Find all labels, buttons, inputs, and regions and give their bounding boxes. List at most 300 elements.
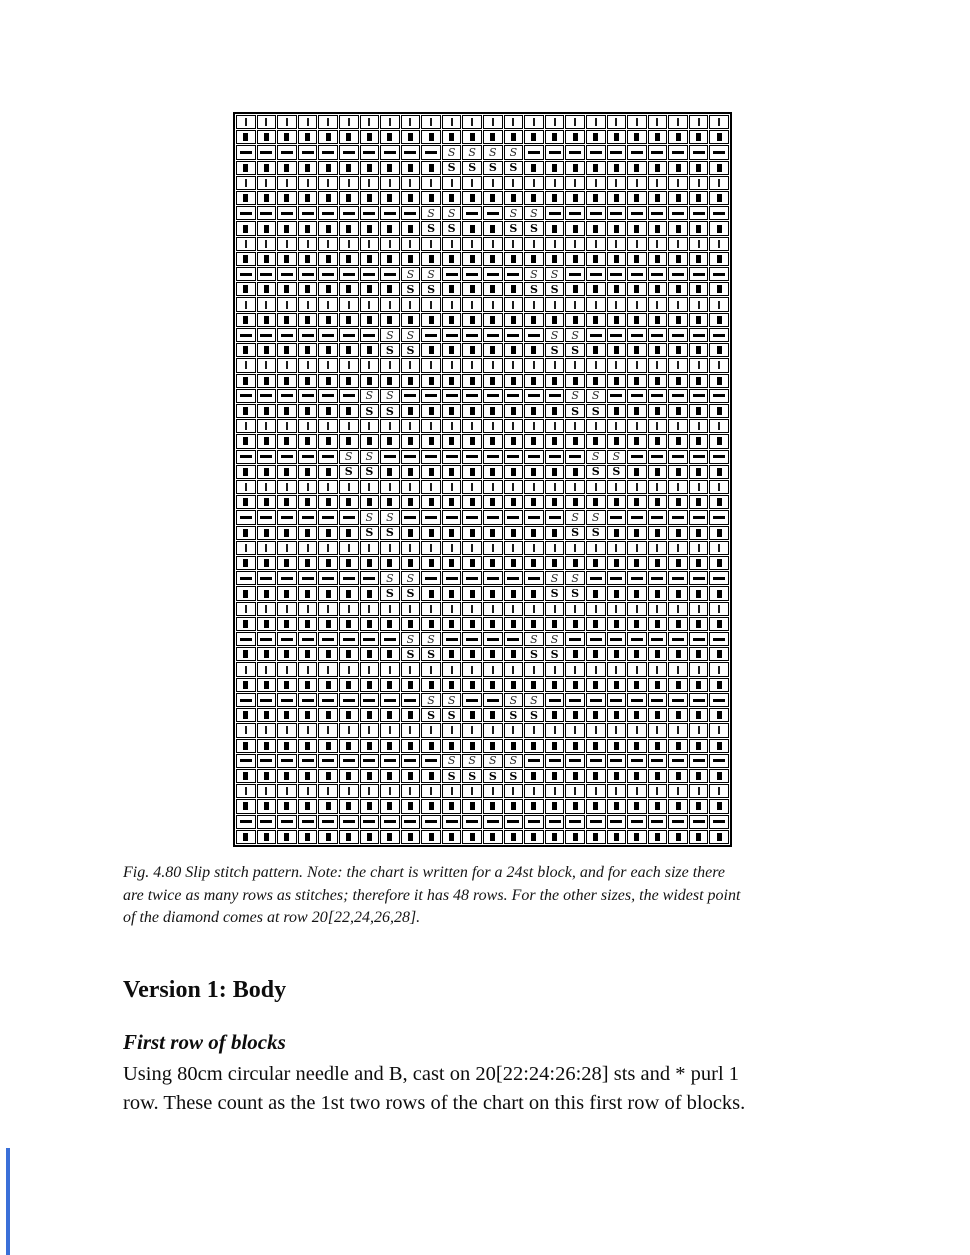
chart-cell — [545, 571, 565, 585]
chart-cell — [277, 313, 297, 327]
chart-cell — [565, 176, 585, 190]
slip-stitch-bold-icon: S — [468, 161, 477, 175]
knit-stitch-thin-icon — [245, 422, 247, 430]
knit-stitch-thin-icon — [595, 787, 597, 795]
chart-cell — [236, 328, 256, 342]
purl-dash-icon — [651, 516, 663, 519]
knit-stitch-thin-icon — [718, 483, 720, 491]
knit-stitch-bold-icon — [634, 711, 639, 719]
chart-cell — [236, 434, 256, 448]
chart-cell — [483, 617, 503, 631]
chart-cell — [545, 556, 565, 570]
chart-cell — [586, 571, 606, 585]
knit-stitch-thin-icon — [307, 301, 309, 309]
chart-cell — [318, 556, 338, 570]
knit-stitch-bold-icon — [531, 133, 536, 141]
chart-cell — [689, 480, 709, 494]
chart-cell — [524, 130, 544, 144]
purl-dash-icon — [343, 577, 355, 580]
knit-stitch-bold-icon — [614, 407, 619, 415]
knit-stitch-thin-icon — [409, 361, 411, 369]
knit-stitch-bold-icon — [614, 590, 619, 598]
knit-stitch-thin-icon — [718, 361, 720, 369]
purl-dash-icon — [631, 638, 643, 641]
purl-dash-icon — [322, 759, 334, 762]
chart-cell — [668, 343, 688, 357]
chart-cell — [607, 754, 627, 768]
chart-cell — [401, 115, 421, 129]
purl-dash-icon — [610, 334, 622, 337]
knit-stitch-thin-icon — [533, 118, 535, 126]
chart-cell — [236, 830, 256, 844]
chart-cell — [421, 191, 441, 205]
chart-cell — [298, 815, 318, 829]
knit-stitch-bold-icon — [614, 559, 619, 567]
knit-stitch-bold-icon — [264, 377, 269, 385]
chart-cell — [689, 115, 709, 129]
chart-cell — [257, 480, 277, 494]
knit-stitch-thin-icon — [636, 422, 638, 430]
purl-dash-icon — [651, 455, 663, 458]
knit-stitch-bold-icon — [367, 346, 372, 354]
chart-cell — [648, 176, 668, 190]
knit-stitch-bold-icon — [305, 529, 310, 537]
knit-stitch-bold-icon — [243, 468, 248, 476]
chart-cell — [483, 739, 503, 753]
chart-cell — [668, 191, 688, 205]
chart-cell — [236, 754, 256, 768]
chart-cell — [339, 647, 359, 661]
chart-cell — [524, 237, 544, 251]
chart-cell — [298, 267, 318, 281]
chart-cell — [483, 115, 503, 129]
knit-stitch-bold-icon — [449, 377, 454, 385]
knit-stitch-thin-icon — [718, 118, 720, 126]
knit-stitch-bold-icon — [573, 377, 578, 385]
chart-cell — [257, 237, 277, 251]
knit-stitch-bold-icon — [490, 711, 495, 719]
knit-stitch-bold-icon — [490, 650, 495, 658]
chart-cell — [504, 541, 524, 555]
knit-stitch-bold-icon — [490, 255, 495, 263]
knit-stitch-bold-icon — [655, 133, 660, 141]
chart-cell — [689, 267, 709, 281]
chart-cell — [360, 632, 380, 646]
purl-dash-icon — [713, 394, 725, 397]
slip-stitch-bold-icon: S — [550, 587, 559, 601]
knit-stitch-thin-icon — [595, 726, 597, 734]
chart-cell — [339, 769, 359, 783]
chart-cell — [689, 723, 709, 737]
knit-stitch-bold-icon — [305, 620, 310, 628]
purl-dash-icon — [693, 638, 705, 641]
knit-stitch-bold-icon — [511, 346, 516, 354]
knit-stitch-bold-icon — [655, 681, 660, 689]
knit-stitch-thin-icon — [348, 666, 350, 674]
purl-dash-icon — [425, 759, 437, 762]
knit-stitch-bold-icon — [408, 437, 413, 445]
purl-dash-icon — [610, 759, 622, 762]
purl-dash-icon — [693, 759, 705, 762]
chart-cell — [627, 115, 647, 129]
chart-cell — [668, 799, 688, 813]
chart-cell — [709, 404, 729, 418]
chart-cell — [339, 191, 359, 205]
chart-cell — [277, 161, 297, 175]
chart-cell — [483, 708, 503, 722]
chart-cell — [565, 510, 585, 524]
knit-stitch-bold-icon — [696, 194, 701, 202]
chart-cell — [648, 602, 668, 616]
purl-dash-icon — [466, 638, 478, 641]
chart-cell — [442, 662, 462, 676]
chart-cell — [360, 297, 380, 311]
chart-cell — [483, 647, 503, 661]
chart-cell — [421, 465, 441, 479]
knit-stitch-bold-icon — [717, 833, 722, 841]
chart-cell — [421, 693, 441, 707]
knit-stitch-bold-icon — [305, 407, 310, 415]
chart-cell — [236, 708, 256, 722]
chart-cell — [668, 252, 688, 266]
knit-stitch-bold-icon — [470, 194, 475, 202]
knit-stitch-bold-icon — [429, 498, 434, 506]
chart-cell — [277, 510, 297, 524]
knit-stitch-bold-icon — [696, 377, 701, 385]
chart-cell — [586, 632, 606, 646]
chart-cell — [545, 541, 565, 555]
chart-cell — [339, 404, 359, 418]
chart-cell — [257, 297, 277, 311]
purl-dash-icon — [487, 212, 499, 215]
knit-stitch-thin-icon — [492, 483, 494, 491]
knit-stitch-bold-icon — [593, 164, 598, 172]
chart-cell — [442, 830, 462, 844]
knit-stitch-bold-icon — [264, 437, 269, 445]
knit-stitch-bold-icon — [408, 164, 413, 172]
purl-dash-icon — [487, 273, 499, 276]
knit-stitch-thin-icon — [677, 118, 679, 126]
knit-stitch-thin-icon — [492, 605, 494, 613]
chart-cell — [483, 191, 503, 205]
purl-dash-icon — [528, 516, 540, 519]
knit-stitch-thin-icon — [574, 422, 576, 430]
chart-cell — [442, 404, 462, 418]
chart-cell — [627, 221, 647, 235]
chart-cell — [462, 678, 482, 692]
knit-stitch-bold-icon — [284, 742, 289, 750]
chart-cell — [565, 662, 585, 676]
chart-cell — [545, 343, 565, 357]
chart-cell — [689, 495, 709, 509]
knit-stitch-thin-icon — [677, 666, 679, 674]
chart-cell — [277, 358, 297, 372]
knit-stitch-thin-icon — [636, 179, 638, 187]
chart-cell — [565, 602, 585, 616]
knit-stitch-bold-icon — [305, 437, 310, 445]
knit-stitch-bold-icon — [614, 377, 619, 385]
knit-stitch-bold-icon — [243, 377, 248, 385]
chart-cell — [298, 784, 318, 798]
knit-stitch-thin-icon — [533, 544, 535, 552]
chart-cell — [565, 769, 585, 783]
knit-stitch-bold-icon — [470, 559, 475, 567]
chart-cell — [360, 662, 380, 676]
knit-stitch-bold-icon — [387, 498, 392, 506]
knit-stitch-bold-icon — [470, 468, 475, 476]
chart-cell — [298, 221, 318, 235]
chart-cell — [709, 693, 729, 707]
purl-dash-icon — [322, 151, 334, 154]
chart-cell — [709, 282, 729, 296]
chart-cell — [607, 784, 627, 798]
knit-stitch-bold-icon — [573, 468, 578, 476]
purl-dash-icon — [363, 212, 375, 215]
purl-dash-icon — [549, 516, 561, 519]
chart-cell — [627, 602, 647, 616]
chart-cell — [442, 328, 462, 342]
knit-stitch-thin-icon — [656, 483, 658, 491]
knit-stitch-thin-icon — [656, 179, 658, 187]
knit-stitch-bold-icon — [264, 498, 269, 506]
chart-cell — [442, 115, 462, 129]
purl-dash-icon — [425, 577, 437, 580]
chart-cell — [504, 739, 524, 753]
knit-stitch-bold-icon — [490, 498, 495, 506]
knit-stitch-bold-icon — [326, 316, 331, 324]
chart-cell — [462, 237, 482, 251]
chart-cell — [277, 617, 297, 631]
chart-cell — [236, 389, 256, 403]
chart-cell — [442, 586, 462, 600]
chart-cell — [648, 145, 668, 159]
knit-stitch-thin-icon — [471, 726, 473, 734]
purl-dash-icon — [425, 455, 437, 458]
knit-stitch-bold-icon — [284, 255, 289, 263]
purl-dash-icon — [281, 334, 293, 337]
chart-cell — [545, 830, 565, 844]
chart-cell — [380, 754, 400, 768]
chart-cell — [339, 632, 359, 646]
knit-stitch-bold-icon — [429, 529, 434, 537]
knit-stitch-bold-icon — [717, 590, 722, 598]
knit-stitch-thin-icon — [265, 118, 267, 126]
chart-cell — [401, 389, 421, 403]
chart-cell — [442, 358, 462, 372]
knit-stitch-thin-icon — [698, 361, 700, 369]
knit-stitch-bold-icon — [429, 833, 434, 841]
knit-stitch-bold-icon — [305, 559, 310, 567]
chart-cell — [586, 830, 606, 844]
chart-cell — [380, 389, 400, 403]
knit-stitch-thin-icon — [245, 544, 247, 552]
chart-cell — [380, 358, 400, 372]
chart-cell — [709, 769, 729, 783]
chart-cell — [709, 145, 729, 159]
chart-cell — [524, 115, 544, 129]
chart-cell — [545, 358, 565, 372]
chart-cell — [236, 495, 256, 509]
knit-stitch-bold-icon — [387, 802, 392, 810]
knit-stitch-thin-icon — [677, 422, 679, 430]
chart-cell — [709, 419, 729, 433]
knit-stitch-thin-icon — [409, 544, 411, 552]
purl-dash-icon — [487, 455, 499, 458]
knit-stitch-bold-icon — [346, 772, 351, 780]
knit-stitch-bold-icon — [676, 802, 681, 810]
knit-stitch-thin-icon — [451, 726, 453, 734]
chart-cell — [504, 145, 524, 159]
chart-cell — [607, 419, 627, 433]
chart-cell — [607, 450, 627, 464]
knit-stitch-bold-icon — [696, 529, 701, 537]
knit-stitch-bold-icon — [387, 437, 392, 445]
knit-stitch-thin-icon — [615, 605, 617, 613]
knit-stitch-bold-icon — [552, 559, 557, 567]
chart-cell — [668, 571, 688, 585]
chart-cell — [421, 145, 441, 159]
chart-cell — [648, 161, 668, 175]
chart-cell — [236, 313, 256, 327]
knit-stitch-thin-icon — [471, 787, 473, 795]
knit-stitch-thin-icon — [574, 483, 576, 491]
chart-cell — [298, 632, 318, 646]
chart-cell — [524, 465, 544, 479]
chart-cell — [421, 434, 441, 448]
knit-stitch-thin-icon — [286, 422, 288, 430]
knit-stitch-thin-icon — [677, 301, 679, 309]
knit-stitch-bold-icon — [634, 225, 639, 233]
slip-stitch-bold-icon: S — [427, 708, 436, 722]
chart-cell — [236, 130, 256, 144]
purl-dash-icon — [693, 699, 705, 702]
knit-stitch-bold-icon — [429, 559, 434, 567]
purl-dash-icon — [466, 699, 478, 702]
chart-cell — [504, 480, 524, 494]
knit-stitch-thin-icon — [430, 301, 432, 309]
purl-dash-icon — [713, 455, 725, 458]
knit-stitch-bold-icon — [655, 559, 660, 567]
purl-dash-icon — [343, 394, 355, 397]
chart-cell — [565, 450, 585, 464]
knit-stitch-bold-icon — [429, 407, 434, 415]
knit-stitch-thin-icon — [533, 301, 535, 309]
knit-stitch-bold-icon — [326, 772, 331, 780]
chart-cell — [236, 450, 256, 464]
chart-cell — [565, 739, 585, 753]
chart-cell — [483, 830, 503, 844]
chart-cell — [648, 830, 668, 844]
chart-cell — [668, 404, 688, 418]
chart-cell — [380, 602, 400, 616]
purl-dash-icon — [651, 820, 663, 823]
knit-stitch-bold-icon — [408, 833, 413, 841]
chart-cell — [483, 541, 503, 555]
chart-cell — [339, 739, 359, 753]
knit-stitch-bold-icon — [449, 529, 454, 537]
chart-cell — [483, 313, 503, 327]
chart-cell — [545, 176, 565, 190]
knit-stitch-thin-icon — [698, 240, 700, 248]
chart-cell — [565, 784, 585, 798]
chart-cell — [298, 161, 318, 175]
slip-stitch-light-icon: S — [571, 328, 579, 342]
knit-stitch-bold-icon — [511, 529, 516, 537]
knit-stitch-bold-icon — [552, 133, 557, 141]
chart-cell — [257, 328, 277, 342]
purl-dash-icon — [569, 699, 581, 702]
chart-cell — [689, 830, 709, 844]
knit-stitch-bold-icon — [305, 468, 310, 476]
chart-cell — [689, 510, 709, 524]
chart-cell — [442, 267, 462, 281]
chart-cell — [648, 206, 668, 220]
chart-cell — [504, 754, 524, 768]
knit-stitch-bold-icon — [573, 437, 578, 445]
chart-cell — [257, 145, 277, 159]
chart-cell — [298, 282, 318, 296]
purl-dash-icon — [672, 151, 684, 154]
chart-cell — [483, 358, 503, 372]
knit-stitch-bold-icon — [696, 620, 701, 628]
chart-cell — [545, 206, 565, 220]
chart-cell — [586, 328, 606, 342]
chart-cell — [318, 115, 338, 129]
chart-cell — [380, 282, 400, 296]
chart-cell — [277, 282, 297, 296]
chart-cell — [339, 419, 359, 433]
knit-stitch-bold-icon — [490, 468, 495, 476]
knit-stitch-thin-icon — [307, 118, 309, 126]
chart-cell — [318, 586, 338, 600]
knit-stitch-thin-icon — [615, 361, 617, 369]
knit-stitch-bold-icon — [264, 285, 269, 293]
knit-stitch-bold-icon — [676, 316, 681, 324]
slip-stitch-light-icon: S — [530, 206, 538, 220]
purl-dash-icon — [610, 273, 622, 276]
chart-cell — [668, 374, 688, 388]
chart-cell — [421, 404, 441, 418]
chart-cell — [236, 404, 256, 418]
knit-stitch-bold-icon — [326, 437, 331, 445]
chart-cell — [524, 297, 544, 311]
chart-cell — [236, 480, 256, 494]
knit-stitch-thin-icon — [348, 422, 350, 430]
chart-cell — [483, 267, 503, 281]
chart-cell — [607, 662, 627, 676]
knit-stitch-bold-icon — [470, 529, 475, 537]
slip-stitch-bold-icon: S — [344, 465, 353, 479]
chart-cell — [277, 815, 297, 829]
chart-cell — [360, 115, 380, 129]
chart-cell — [627, 434, 647, 448]
chart-cell — [360, 693, 380, 707]
purl-dash-icon — [466, 334, 478, 337]
chart-cell — [668, 206, 688, 220]
chart-cell — [483, 450, 503, 464]
knit-stitch-bold-icon — [531, 316, 536, 324]
chart-cell — [504, 343, 524, 357]
knit-stitch-bold-icon — [346, 650, 351, 658]
purl-dash-icon — [713, 516, 725, 519]
chart-cell — [709, 556, 729, 570]
purl-dash-icon — [549, 699, 561, 702]
chart-cell — [380, 799, 400, 813]
knit-stitch-thin-icon — [718, 544, 720, 552]
chart-cell — [627, 358, 647, 372]
knit-stitch-thin-icon — [636, 544, 638, 552]
knit-stitch-thin-icon — [286, 666, 288, 674]
